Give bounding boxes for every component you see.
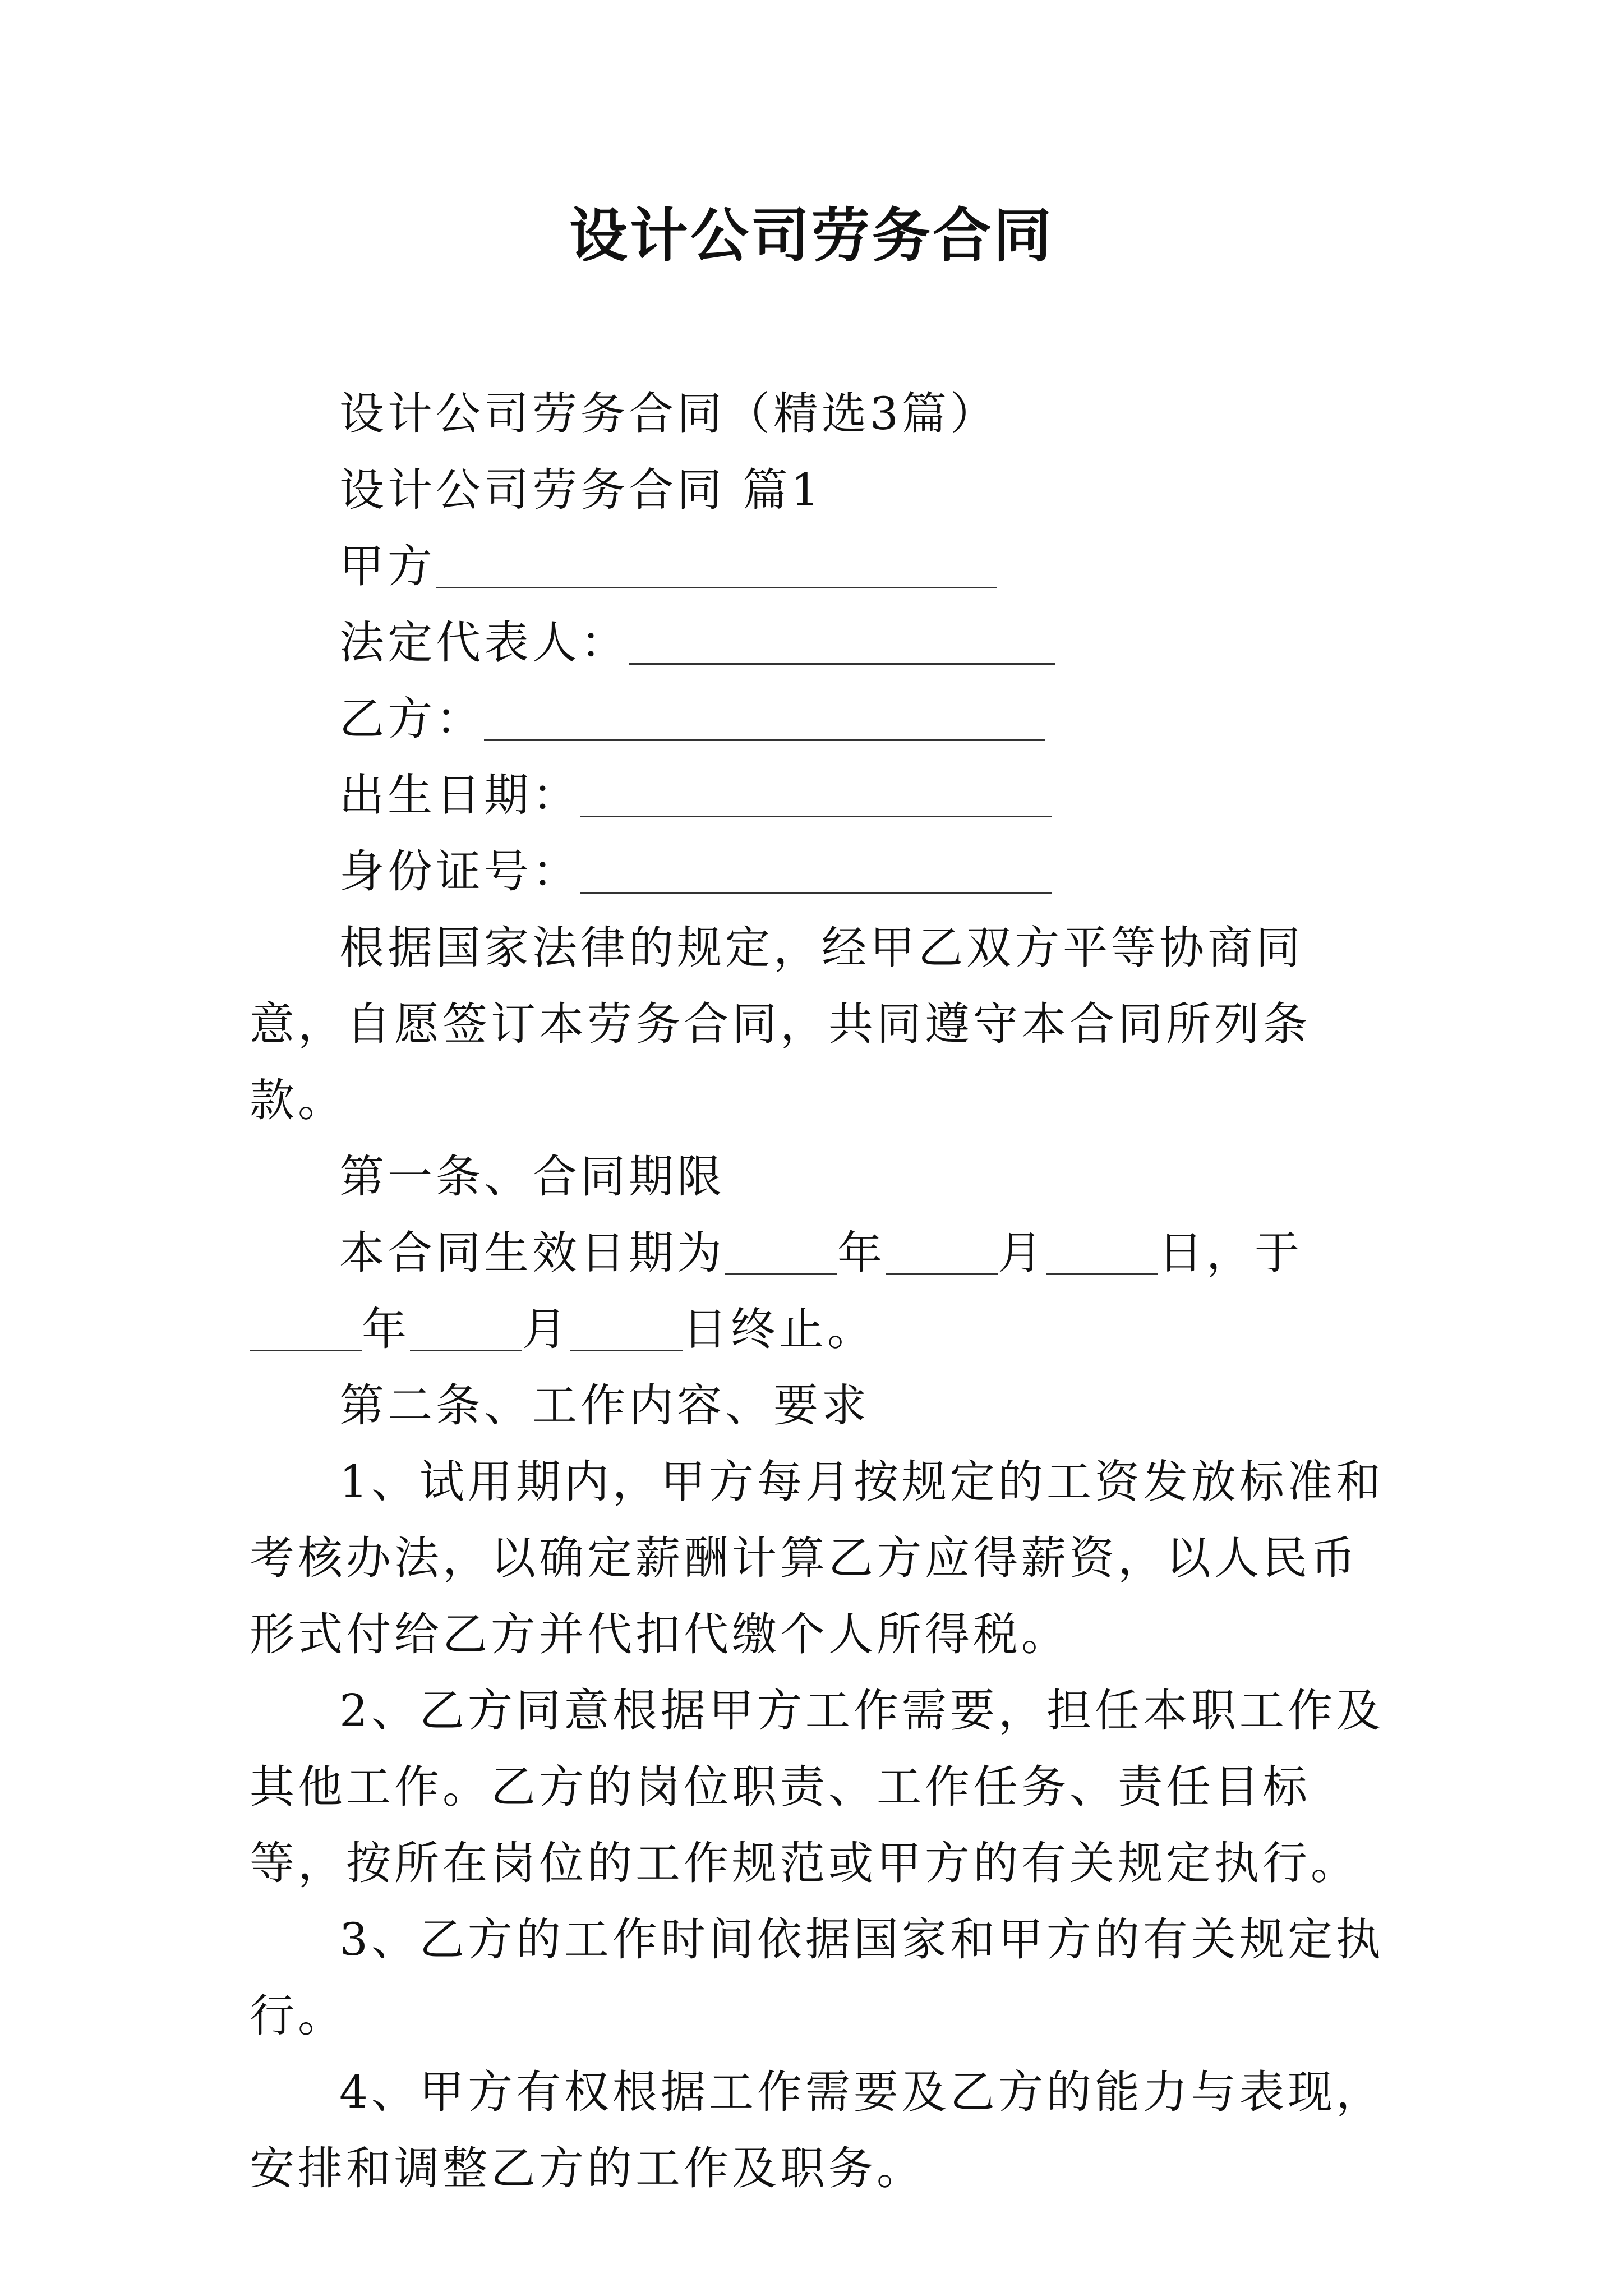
day-unit: 日，于 xyxy=(1158,1227,1303,1279)
field-label: 甲方 xyxy=(339,540,436,592)
field-label: 身份证号： xyxy=(339,845,580,898)
blank-line xyxy=(580,771,1052,817)
field-birth-date xyxy=(250,757,1388,834)
blank-line xyxy=(580,847,1052,894)
intro-paragraph: 根据国家法律的规定，经甲乙双方平等协商同意，自愿签订本劳务合同，共同遵守本合同所列条款。 xyxy=(250,922,1311,1126)
blank-line xyxy=(1046,1228,1158,1275)
year-unit: 年 xyxy=(837,1227,886,1279)
field-label: 法定代表人： xyxy=(339,616,629,669)
field-id-number xyxy=(250,834,1388,910)
month-unit: 月 xyxy=(998,1227,1046,1279)
field-party-b xyxy=(250,681,1388,757)
document-title: 设计公司劳务合同 xyxy=(569,201,1054,270)
blank-line xyxy=(725,1228,837,1275)
blank-line xyxy=(886,1228,998,1275)
year-unit: 年 xyxy=(362,1303,410,1355)
field-label: 乙方： xyxy=(339,693,484,745)
document-body xyxy=(250,376,1388,2207)
blank-line xyxy=(436,542,997,588)
field-label: 出生日期： xyxy=(339,769,580,821)
field-legal-representative xyxy=(250,605,1388,681)
section-heading: 设计公司劳务合同 篇1 xyxy=(339,464,823,516)
field-party-a xyxy=(250,528,1388,605)
blank-line xyxy=(410,1305,522,1351)
article-2-item: 3、乙方的工作时间依据国家和甲方的有关规定执行。 xyxy=(250,1913,1384,2042)
blank-line xyxy=(484,694,1045,741)
term-text: 本合同生效日期为 xyxy=(339,1227,725,1279)
end-text: 日终止。 xyxy=(683,1303,875,1355)
document-subtitle: 设计公司劳务合同（精选3篇） xyxy=(339,388,998,440)
article-2-item: 1、试用期内，甲方每月按规定的工资发放标准和考核办法，以确定薪酬计算乙方应得薪资，以人民币形式付给乙方并代扣代缴个人所得税。 xyxy=(250,1456,1384,1660)
blank-line xyxy=(570,1305,683,1351)
article-2-item: 4、甲方有权根据工作需要及乙方的能力与表现，安排和调整乙方的工作及职务。 xyxy=(250,2066,1384,2194)
blank-line xyxy=(629,618,1055,665)
article-2-heading: 第二条、工作内容、要求 xyxy=(339,1379,870,1432)
article-1-heading: 第一条、合同期限 xyxy=(339,1151,725,1203)
article-1-term xyxy=(250,1215,1388,1368)
article-2-item: 2、乙方同意根据甲方工作需要，担任本职工作及其他工作。乙方的岗位职责、工作任务、责任目标等，按所在岗位的工作规范或甲方的有关规定执行。 xyxy=(250,1685,1384,1889)
month-unit: 月 xyxy=(522,1303,570,1355)
blank-line xyxy=(250,1305,362,1351)
